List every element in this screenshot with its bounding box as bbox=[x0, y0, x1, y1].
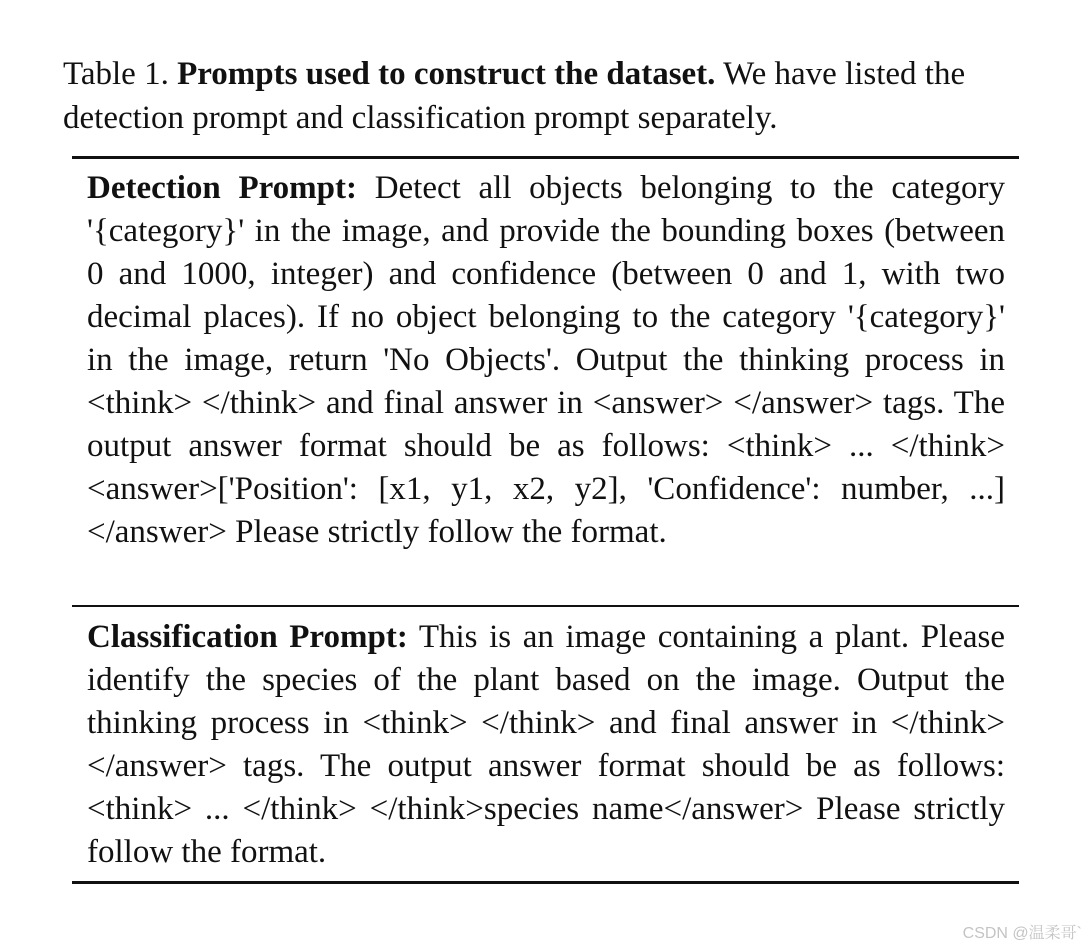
table-top-rule bbox=[72, 156, 1019, 159]
table-mid-rule bbox=[72, 605, 1019, 607]
caption-text: We have listed the detection prompt and classification prompt separately. bbox=[63, 56, 966, 136]
caption-label: Table 1. bbox=[63, 56, 169, 92]
classification-prompt-heading: Classification Prompt: bbox=[87, 619, 408, 655]
table-caption bbox=[63, 52, 1023, 140]
detection-prompt-heading: Detection Prompt: bbox=[87, 170, 357, 206]
caption-title: Prompts used to construct the dataset. bbox=[177, 56, 716, 92]
detection-prompt-text: Detect all objects belonging to the category '{category}' in the image, and provide the bounding boxes (between 0 and 1000, integer) and confidence (between 0 and 1, with two decimal places). If no object belonging to the category '{category}' in the image, return 'No Objects'. Output the thinking process in <think> </think> and final answer in <answer> </answer> tags. The output answer format should be as follows: <think> ... </think><answer>['Position': [x1, y1, x2, y2], 'Confidence': number, ...]</answer> Please strictly follow the format. bbox=[87, 170, 1005, 550]
classification-prompt-text: This is an image containing a plant. Please identify the species of the plant based on the image. Output the thinking process in <think> </think> and final answer in </think> </answer> tags. The output answer format should be as follows: <think> ... </think> </think>species name</answer> Please strictly follow the format. bbox=[87, 619, 1005, 870]
detection-prompt-cell bbox=[87, 167, 1005, 554]
classification-prompt-cell bbox=[87, 616, 1005, 874]
table-bottom-rule bbox=[72, 881, 1019, 884]
watermark: CSDN @温柔哥` bbox=[962, 925, 1082, 942]
